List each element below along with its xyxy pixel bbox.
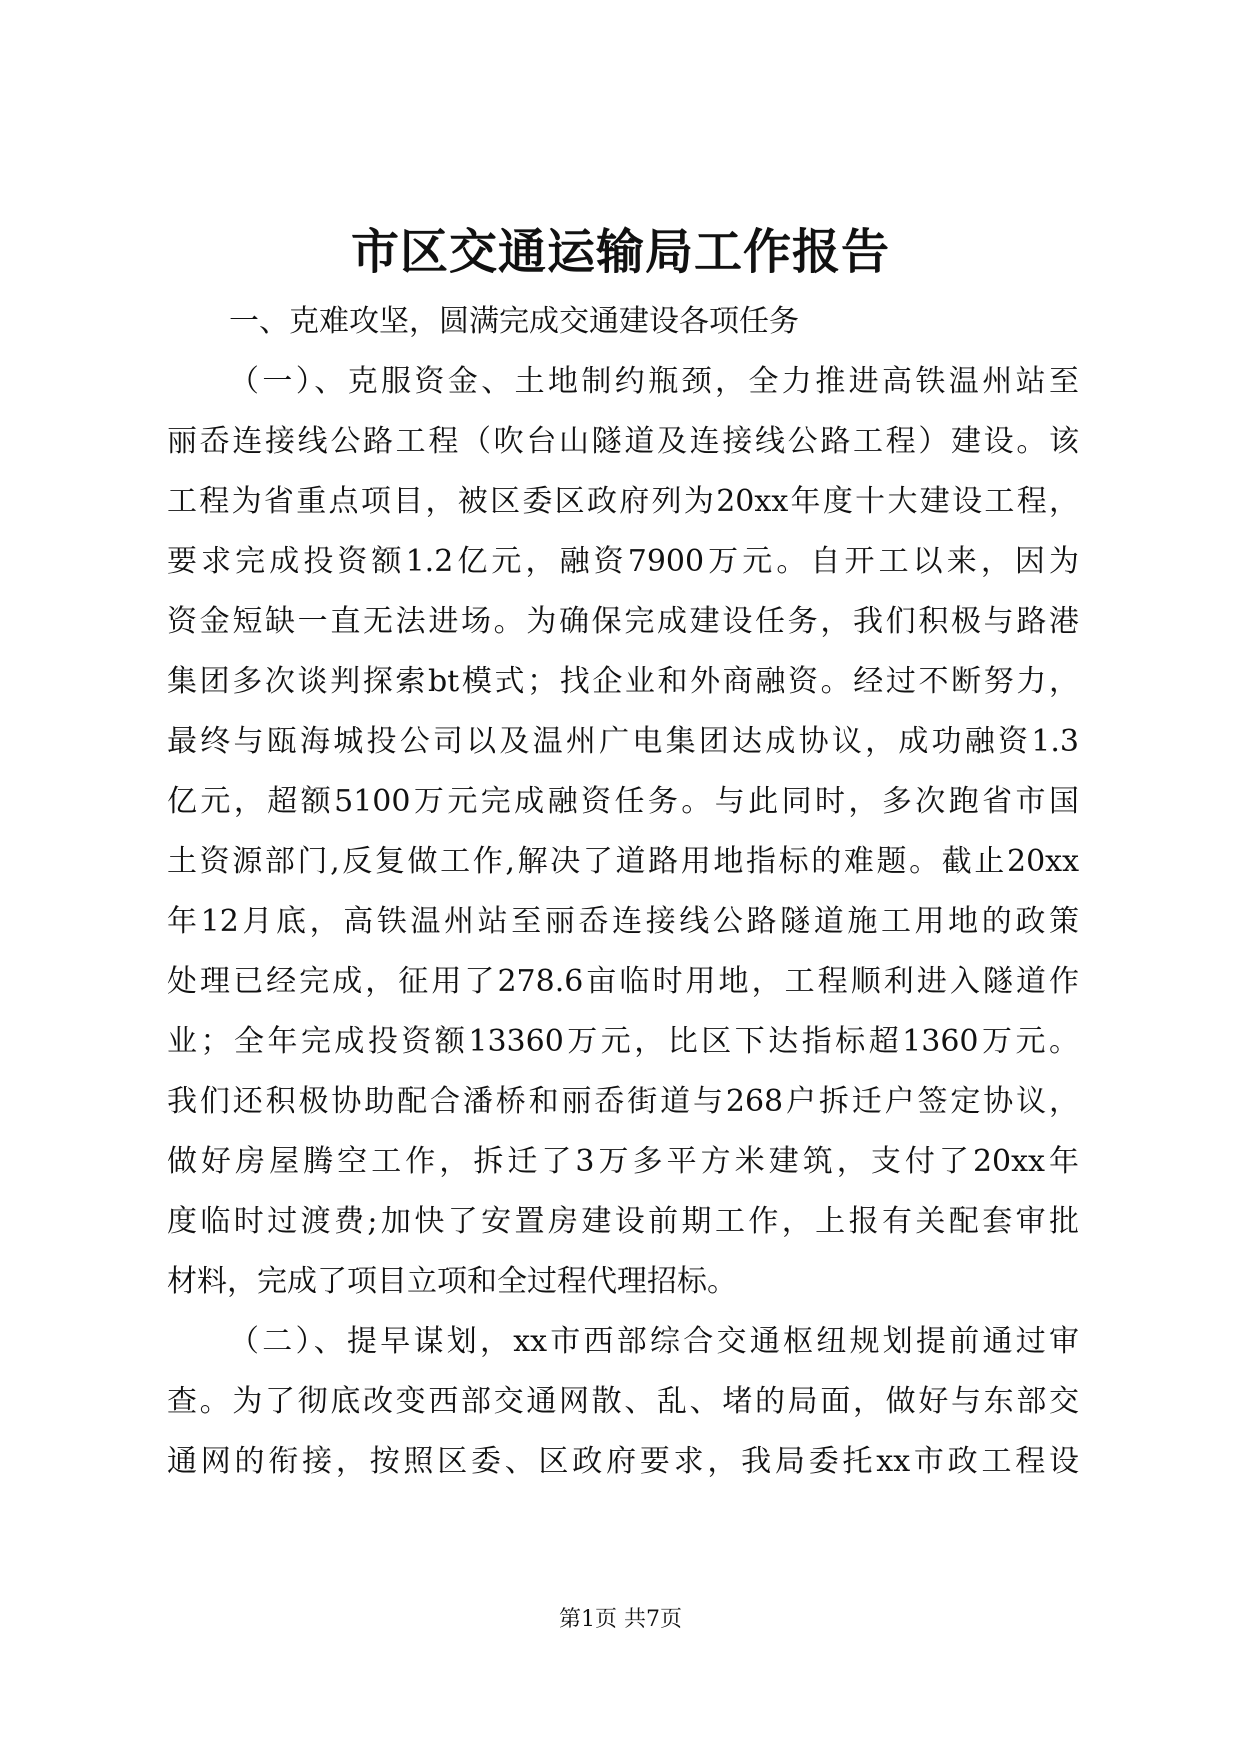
paragraph-line: 最终与瓯海城投公司以及温州广电集团达成协议，成功融资1.3 xyxy=(167,724,1079,759)
paragraph-line: 我们还积极协助配合潘桥和丽岙街道与268户拆迁户签定协议， xyxy=(167,1084,1079,1119)
paragraph-line: 土资源部门,反复做工作,解决了道路用地指标的难题。截止20xx xyxy=(167,844,1079,879)
paragraph-line: 通网的衔接，按照区委、区政府要求，我局委托xx市政工程设 xyxy=(167,1444,1079,1479)
paragraph-line: 业；全年完成投资额13360万元，比区下达指标超1360万元。 xyxy=(167,1024,1079,1059)
paragraph-line: 处理已经完成，征用了278.6亩临时用地，工程顺利进入隧道作 xyxy=(167,964,1079,999)
paragraph-line: 度临时过渡费;加快了安置房建设前期工作，上报有关配套审批 xyxy=(167,1204,1079,1239)
paragraph-line: 工程为省重点项目，被区委区政府列为20xx年度十大建设工程， xyxy=(167,484,1079,519)
paragraph-line: 查。为了彻底改变西部交通网散、乱、堵的局面，做好与东部交 xyxy=(167,1384,1079,1419)
paragraph-line: 要求完成投资额1.2亿元，融资7900万元。自开工以来，因为 xyxy=(167,544,1079,579)
paragraph-line: （二）、提早谋划，xx市西部综合交通枢纽规划提前通过审 xyxy=(229,1324,1079,1359)
paragraph-line: 做好房屋腾空工作，拆迁了3万多平方米建筑，支付了20xx年 xyxy=(167,1144,1079,1179)
paragraph-line: （一）、克服资金、土地制约瓶颈，全力推进高铁温州站至 xyxy=(229,364,1079,399)
document-body xyxy=(167,292,1079,1492)
paragraph-line: 年12月底，高铁温州站至丽岙连接线公路隧道施工用地的政策 xyxy=(167,904,1079,939)
section-heading: 一、克难攻坚，圆满完成交通建设各项任务 xyxy=(229,304,799,339)
paragraph-line: 丽岙连接线公路工程（吹台山隧道及连接线公路工程）建设。该 xyxy=(167,424,1079,459)
paragraph-line: 资金短缺一直无法进场。为确保完成建设任务，我们积极与路港 xyxy=(167,604,1079,639)
paragraph-line: 亿元，超额5100万元完成融资任务。与此同时，多次跑省市国 xyxy=(167,784,1079,819)
page-number-footer: 第1页 共7页 xyxy=(559,1607,682,1632)
paragraph-line: 材料，完成了项目立项和全过程代理招标。 xyxy=(167,1264,737,1299)
paragraph-line: 集团多次谈判探索bt模式；找企业和外商融资。经过不断努力， xyxy=(167,664,1079,699)
document-title: 市区交通运输局工作报告 xyxy=(350,224,890,280)
